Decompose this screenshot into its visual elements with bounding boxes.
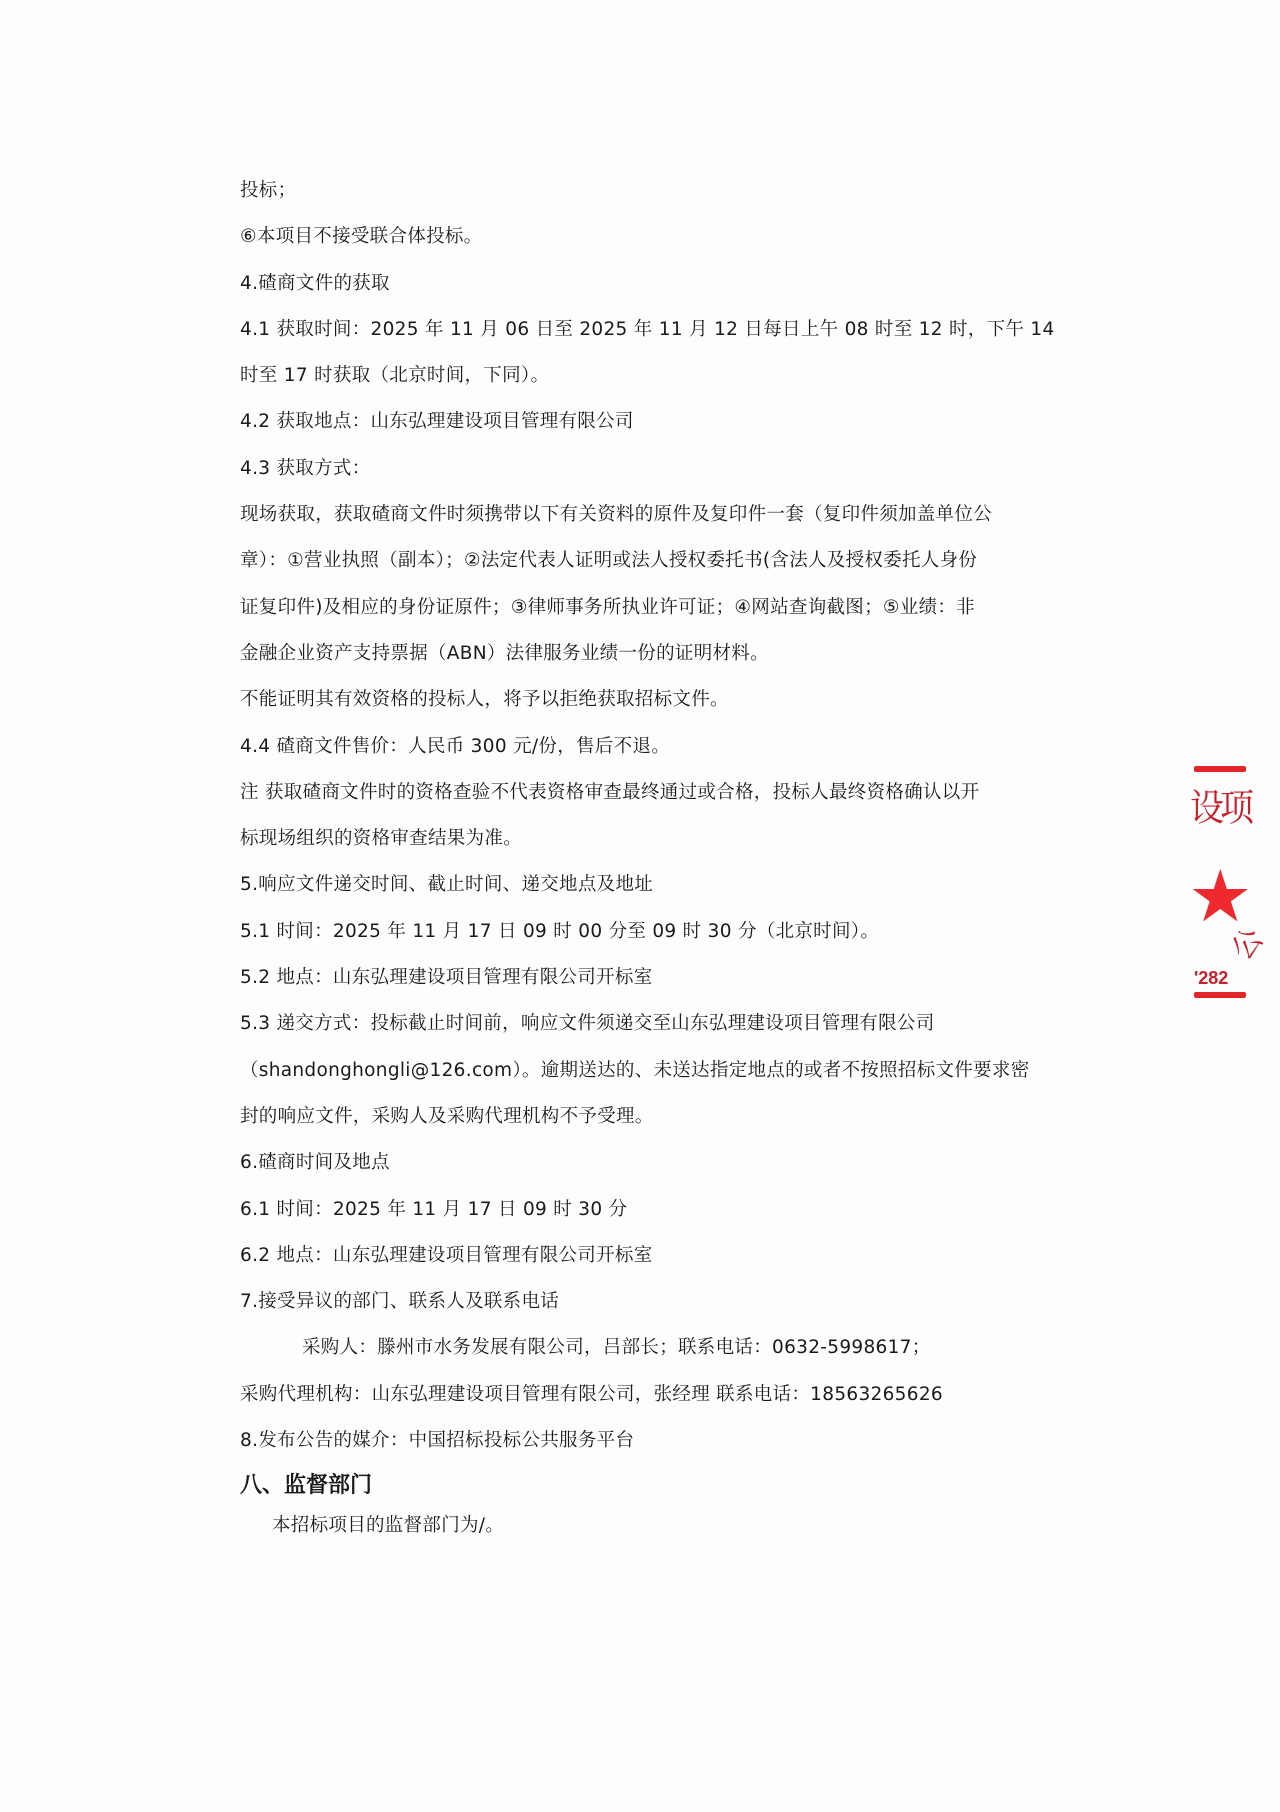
supervision-body: 本招标项目的监督部门为/。 — [272, 1515, 505, 1537]
section-4-title: 4.碴商文件的获取 — [240, 272, 390, 294]
method-text-1: 现场获取，获取碴商文件时须携带以下有关资料的原件及复印件一套（复印件须加盖单位公 — [240, 504, 993, 526]
section-8-media: 8.发布公告的媒介：中国招标投标公共服务平台 — [240, 1430, 635, 1452]
star-icon: ★ — [1188, 854, 1253, 938]
text-line: 投标； — [240, 180, 297, 201]
clause-no-consortium: ⑥本项目不接受联合体投标。 — [240, 226, 483, 248]
section-7-title: 7.接受异议的部门、联系人及联系电话 — [240, 1291, 560, 1313]
agency-contact: 采购代理机构：山东弘理建设项目管理有限公司，张经理 联系电话：18563265626 — [240, 1383, 943, 1405]
purchaser-contact: 采购人：滕州市水务发展有限公司，吕部长；联系电话：0632-5998617； — [302, 1337, 931, 1359]
clause-4-2-location: 4.2 获取地点：山东弘理建设项目管理有限公司 — [240, 411, 634, 433]
stamp-characters: 设项 — [1190, 786, 1250, 831]
note-line-1: 注 获取碴商文件时的资格查验不代表资格审查最终通过或合格，投标人最终资格确认以开 — [240, 781, 980, 803]
rejection-notice: 不能证明其有效资格的投标人，将予以拒绝获取招标文件。 — [240, 689, 729, 711]
method-text-3: 证复印件)及相应的身份证原件；③律师事务所执业许可证；④网站查询截图；⑤业绩：非 — [240, 596, 975, 618]
clause-4-4-price: 4.4 碴商文件售价：人民币 300 元/份，售后不退。 — [240, 735, 671, 757]
section-5-title: 5.响应文件递交时间、截止时间、递交地点及地址 — [240, 874, 654, 896]
clause-5-2-location: 5.2 地点：山东弘理建设项目管理有限公司开标室 — [240, 967, 653, 989]
clause-5-3-cont: 封的响应文件，采购人及采购代理机构不予受理。 — [240, 1105, 654, 1127]
clause-5-3-method: 5.3 递交方式：投标截止时间前，响应文件须递交至山东弘理建设项目管理有限公司 — [240, 1013, 935, 1035]
official-seal-stamp — [1188, 760, 1280, 1010]
clause-4-1-time-cont: 时至 17 时获取（北京时间，下同）。 — [240, 365, 550, 387]
section-6-title: 6.碴商时间及地点 — [240, 1152, 390, 1174]
note-line-2: 标现场组织的资格审查结果为准。 — [240, 828, 523, 850]
document-body — [240, 168, 1060, 1544]
stamp-border-bottom — [1194, 992, 1246, 998]
method-text-4: 金融企业资产支持票据（ABN）法律服务业绩一份的证明材料。 — [240, 642, 769, 664]
clause-5-1-time: 5.1 时间：2025 年 11 月 17 日 09 时 00 分至 09 时 30 分（北京时间）。 — [240, 920, 880, 942]
clause-5-3-email: （shandonghongli@126.com）。逾期送达的、未送达指定地点的或者不按照招标文件要求密 — [240, 1059, 1030, 1081]
stamp-fragment: 公 — [1224, 921, 1271, 967]
clause-6-2-location: 6.2 地点：山东弘理建设项目管理有限公司开标室 — [240, 1244, 653, 1266]
stamp-code: '282 — [1194, 968, 1229, 988]
clause-6-1-time: 6.1 时间：2025 年 11 月 17 日 09 时 30 分 — [240, 1198, 628, 1220]
clause-4-3-method: 4.3 获取方式： — [240, 457, 371, 479]
clause-4-1-time: 4.1 获取时间：2025 年 11 月 06 日至 2025 年 11 月 12 日每日上午 08 时至 12 时，下午 14 — [240, 318, 1055, 340]
supervision-heading: 八、监督部门 — [240, 1473, 373, 1499]
method-text-2: 章）：①营业执照（副本）；②法定代表人证明或法人授权委托书(含法人及授权委托人身份 — [240, 550, 978, 572]
stamp-border-top — [1194, 766, 1246, 772]
